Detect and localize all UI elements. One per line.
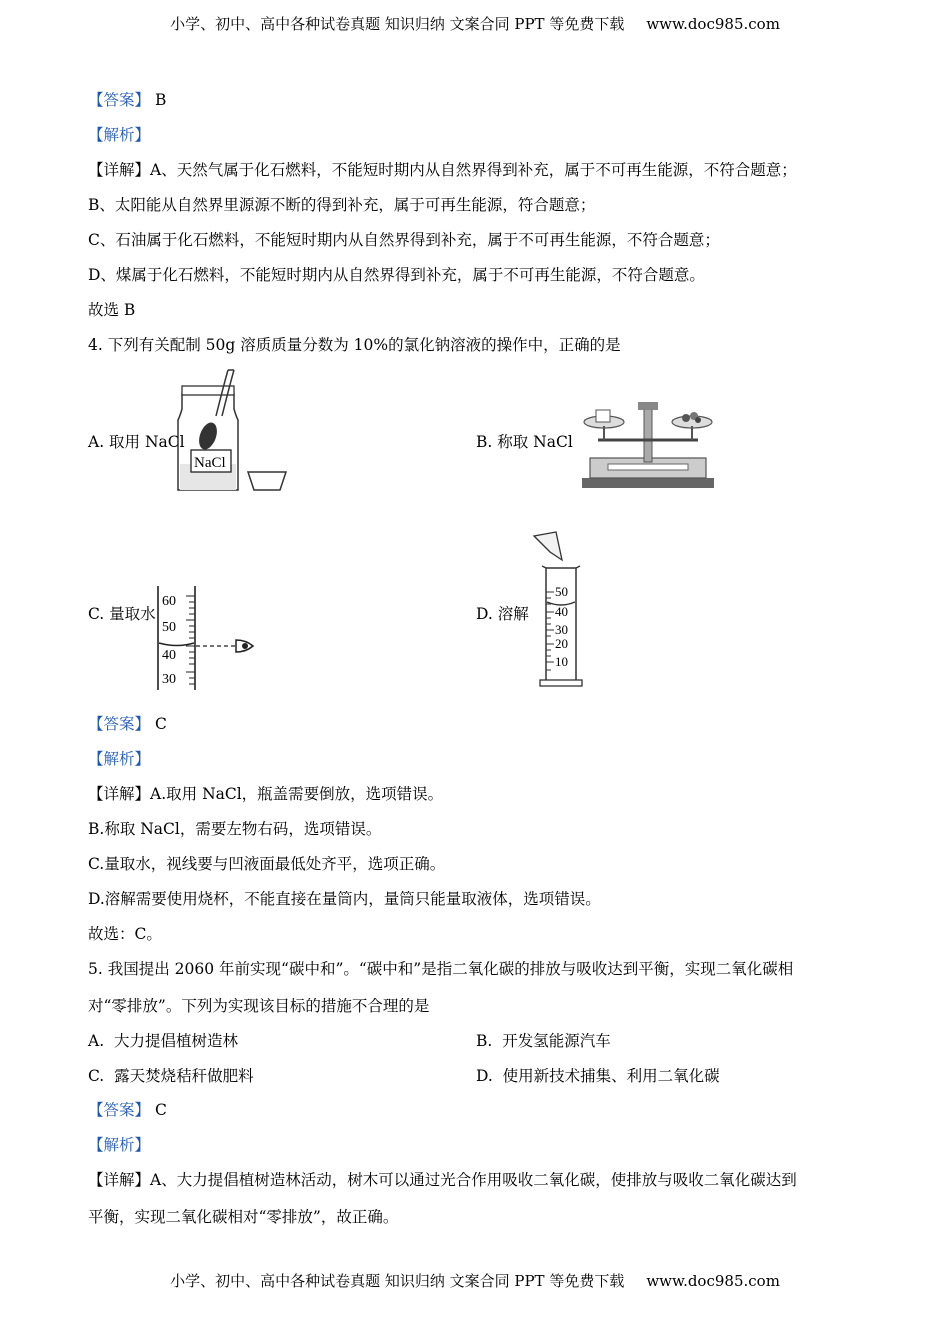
q3-conclusion: 故选 B <box>88 301 136 319</box>
q4-detail-line: 【详解】A.取用 NaCl，瓶盖需要倒放，选项错误。 <box>88 785 444 803</box>
detail-tag: 【详解】 <box>88 785 151 803</box>
q4-option-b-label: B. 称取 NaCl <box>476 433 573 451</box>
q4-detail-line: C.量取水，视线要与凹液面最低处齐平，选项正确。 <box>88 855 446 873</box>
q5-analysis-tag: 【解析】 <box>88 1136 151 1154</box>
q5-option-d: D. 使用新技术捕集、利用二氧化碳 <box>476 1067 720 1085</box>
q5-option-c: C. 露天焚烧秸秆做肥料 <box>88 1067 254 1085</box>
q3-analysis-tag: 【解析】 <box>88 126 151 144</box>
q3-detail-line: C、石油属于化石燃料，不能短时期内从自然界得到补充，属于不可再生能源，不符合题意； <box>88 231 720 249</box>
page-footer <box>0 1270 950 1291</box>
tick-label: 50 <box>162 620 176 635</box>
cylinder-dissolve-figure <box>528 530 592 690</box>
q4-analysis-tag: 【解析】 <box>88 750 151 768</box>
tick-label: 40 <box>162 648 176 663</box>
page-header <box>0 13 950 34</box>
bottle-spoon-figure <box>172 364 297 496</box>
answer-value: B <box>154 91 167 109</box>
q3-answer <box>88 90 166 110</box>
detail-tag: 【详解】 <box>88 161 151 179</box>
answer-tag: 【答案】 <box>88 1101 151 1119</box>
q3-detail-line: B、太阳能从自然界里源源不断的得到补充，属于可再生能源，符合题意； <box>88 196 596 214</box>
q5-stem-line: 5. 我国提出 2060 年前实现“碳中和”。“碳中和”是指二氧化碳的排放与吸收达到平衡，实现二氧化碳相 <box>88 960 794 978</box>
q3-detail-line: D、煤属于化石燃料，不能短时期内从自然界得到补充，属于不可再生能源，不符合题意。 <box>88 266 705 284</box>
tick-label: 50 <box>555 584 568 599</box>
q4-option-d-label: D. 溶解 <box>476 605 529 623</box>
answer-value: C <box>154 715 167 733</box>
q5-detail-line: 【详解】A、大力提倡植树造林活动，树木可以通过光合作用吸收二氧化碳，使排放与吸收二氧化碳达到 <box>88 1171 797 1189</box>
detail-tag: 【详解】 <box>88 1171 151 1189</box>
tick-label: 20 <box>555 636 568 651</box>
q4-option-c-label: C. 量取水 <box>88 605 156 623</box>
answer-value: C <box>154 1101 167 1119</box>
cylinder-reading-figure <box>150 586 258 692</box>
balance-figure <box>578 398 718 492</box>
q4-detail-line: D.溶解需要使用烧杯，不能直接在量筒内，量筒只能量取液体，选项错误。 <box>88 890 601 908</box>
q4-detail-line: B.称取 NaCl，需要左物右码，选项错误。 <box>88 820 382 838</box>
q5-detail-line: 平衡，实现二氧化碳相对“零排放”，故正确。 <box>88 1208 399 1226</box>
tick-label: 40 <box>555 604 568 619</box>
q5-option-b: B. 开发氢能源汽车 <box>476 1032 611 1050</box>
tick-label: 30 <box>162 672 176 687</box>
header-text: 小学、初中、高中各种试卷真题 知识归纳 文案合同 PPT 等免费下载 <box>170 15 625 33</box>
q5-answer <box>88 1100 167 1120</box>
q4-option-a-label: A. 取用 NaCl <box>88 433 185 451</box>
q4-stem: 4. 下列有关配制 50g 溶质质量分数为 10%的氯化钠溶液的操作中，正确的是 <box>88 336 621 354</box>
answer-tag: 【答案】 <box>88 91 151 109</box>
tick-label: 30 <box>555 622 568 637</box>
header-site-link[interactable]: www.doc985.com <box>646 15 780 33</box>
tick-label: 60 <box>162 594 176 609</box>
footer-site-link[interactable]: www.doc985.com <box>646 1272 780 1290</box>
q3-detail-line: 【详解】A、天然气属于化石燃料，不能短时期内从自然界得到补充，属于不可再生能源，不符合题意； <box>88 161 797 179</box>
q5-option-a: A. 大力提倡植树造林 <box>88 1032 238 1050</box>
answer-tag: 【答案】 <box>88 715 151 733</box>
bottle-label: NaCl <box>194 455 226 471</box>
q4-conclusion: 故选：C。 <box>88 925 162 943</box>
q4-answer <box>88 714 167 734</box>
footer-text: 小学、初中、高中各种试卷真题 知识归纳 文案合同 PPT 等免费下载 <box>170 1272 625 1290</box>
tick-label: 10 <box>555 654 568 669</box>
q5-stem-line: 对“零排放”。下列为实现该目标的措施不合理的是 <box>88 997 430 1015</box>
